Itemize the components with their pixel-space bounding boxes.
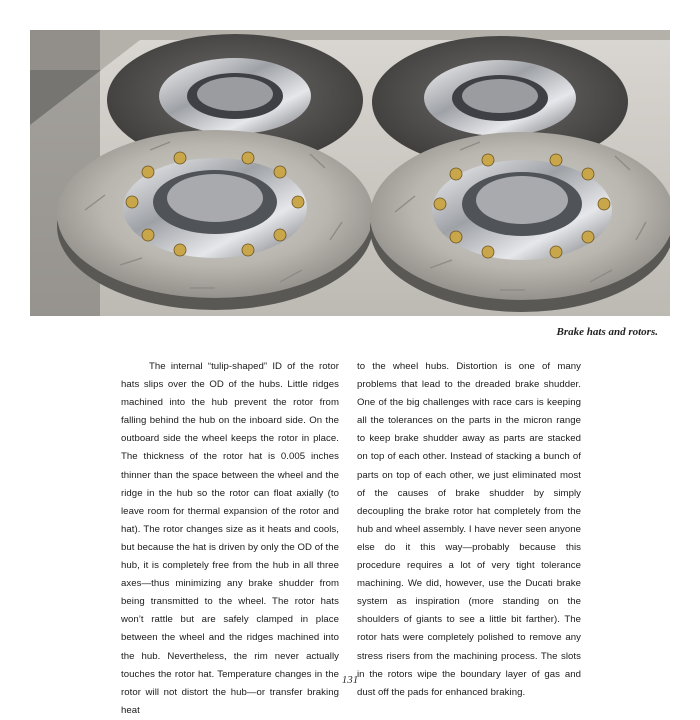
rotor-front-right <box>370 132 670 312</box>
body-paragraph-right: to the wheel hubs. Distortion is one of many problems that lead to the dreaded brake shudder. One of the big challenges with race cars is keeping all the tolerances on the parts in the micron range to keep brake shudder away as parts are stacked on top of each other. Instead of stacking a bunch of parts on top of each other, we just eliminated most of the causes of brake shudder by simply decoupling the brake rotor hat completely from the hub and wheel assembly. I have never seen anyone else do it this way—probably because this procedure requires a lot of very tight tolerance machining. We did, however, use the Ducati brake system as inspiration (more standing on the shoulders of giants to see a little bit farther). The rotor hats were completely polished to remove any stress risers from the machining process. The slots in the rotors wipe the boundary layer of gas and dust off the pads for enhanced braking. <box>357 361 581 698</box>
body-paragraph-left: The internal “tulip-shaped” ID of the rotor hats slips over the OD of the hubs. Little ridges machined into the hub prevent the rotor from falling behind the hub on the inboard side. On the outboard side the wheel keeps the rotor in place. The thickness of the rotor hat is 0.005 inches thinner than the space between the wheel and the ridge in the hub so the rotor can float axially (to leave room for thermal expansion of the rotor and hat). The rotor changes size as it heats and cools, but because the hat is driven by only the OD of the hub, it is completely free from the hub in all three axes—thus minimizing any brake shudder from being transmitted to the wheel. The rotor hats won’t rattle but are safely clamped in place between the wheel and the ridges machined into the hub. Nevertheless, the rim never actually touches the rotor hat. Temperature changes in the rotor will not distort the hub—or transfer braking heat <box>121 361 340 716</box>
page-number: 131 <box>341 674 359 686</box>
rotor-front-left <box>57 130 373 310</box>
brake-rotors-illustration <box>30 30 670 316</box>
body-column-left <box>121 358 339 720</box>
figure-caption: Brake hats and rotors. <box>556 326 658 338</box>
body-column-right <box>357 358 581 702</box>
brake-rotors-photo <box>30 30 670 316</box>
